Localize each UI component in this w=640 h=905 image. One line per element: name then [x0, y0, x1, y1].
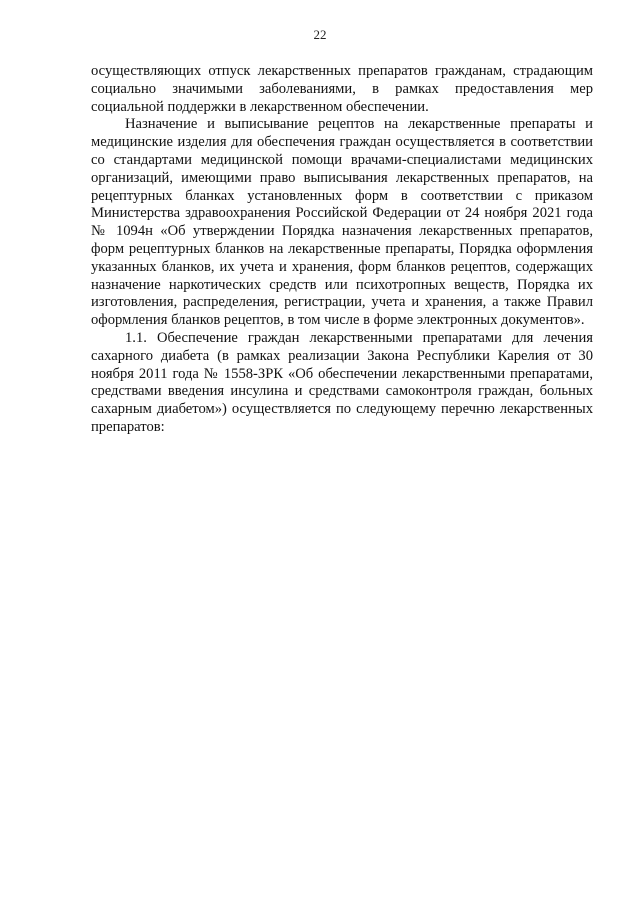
paragraph-diabetes-provision: 1.1. Обеспечение граждан лекарственными препаратами для лечения сахарного диабета (в рамках реализации Закона Республики Карелия от 30 ноября 2011 года № 1558-ЗРК «Об обеспечении лекарственными препаратами, средствами введения инсулина и средствами самоконтроля граждан, больных сахарным диабетом») осуществляется по следующему перечню лекарственных препаратов:	[91, 329, 593, 435]
document-body	[91, 63, 593, 437]
paragraph-prescription-rules: Назначение и выписывание рецептов на лекарственные препараты и медицинские изделия для обеспечения граждан осуществляется в соответствии со стандартами медицинской помощи врачами-специалистами медицинских организаций, имеющими право выписывания лекарственных препаратов, на рецептурных бланках установленных форм в соответствии с приказом Министерства здравоохранения Российской Федерации от 24 ноября 2021 года № 1094н «Об утверждении Порядка назначения лекарственных препаратов, форм рецептурных бланков на лекарственные препараты, Порядка оформления указанных бланков, их учета и хранения, форм бланков рецептов, содержащих назначение наркотических средств или психотропных веществ, Порядка их изготовления, распределения, регистрации, учета и хранения, а также Правил оформления бланков рецептов, в том числе в форме электронных документов».	[91, 116, 593, 329]
paragraph-continuation: осуществляющих отпуск лекарственных препаратов гражданам, страдающим социально значимыми заболеваниями, в рамках предоставления мер социальной поддержки в лекарственном обеспечении.	[91, 63, 593, 115]
page-number: 22	[313, 27, 327, 42]
